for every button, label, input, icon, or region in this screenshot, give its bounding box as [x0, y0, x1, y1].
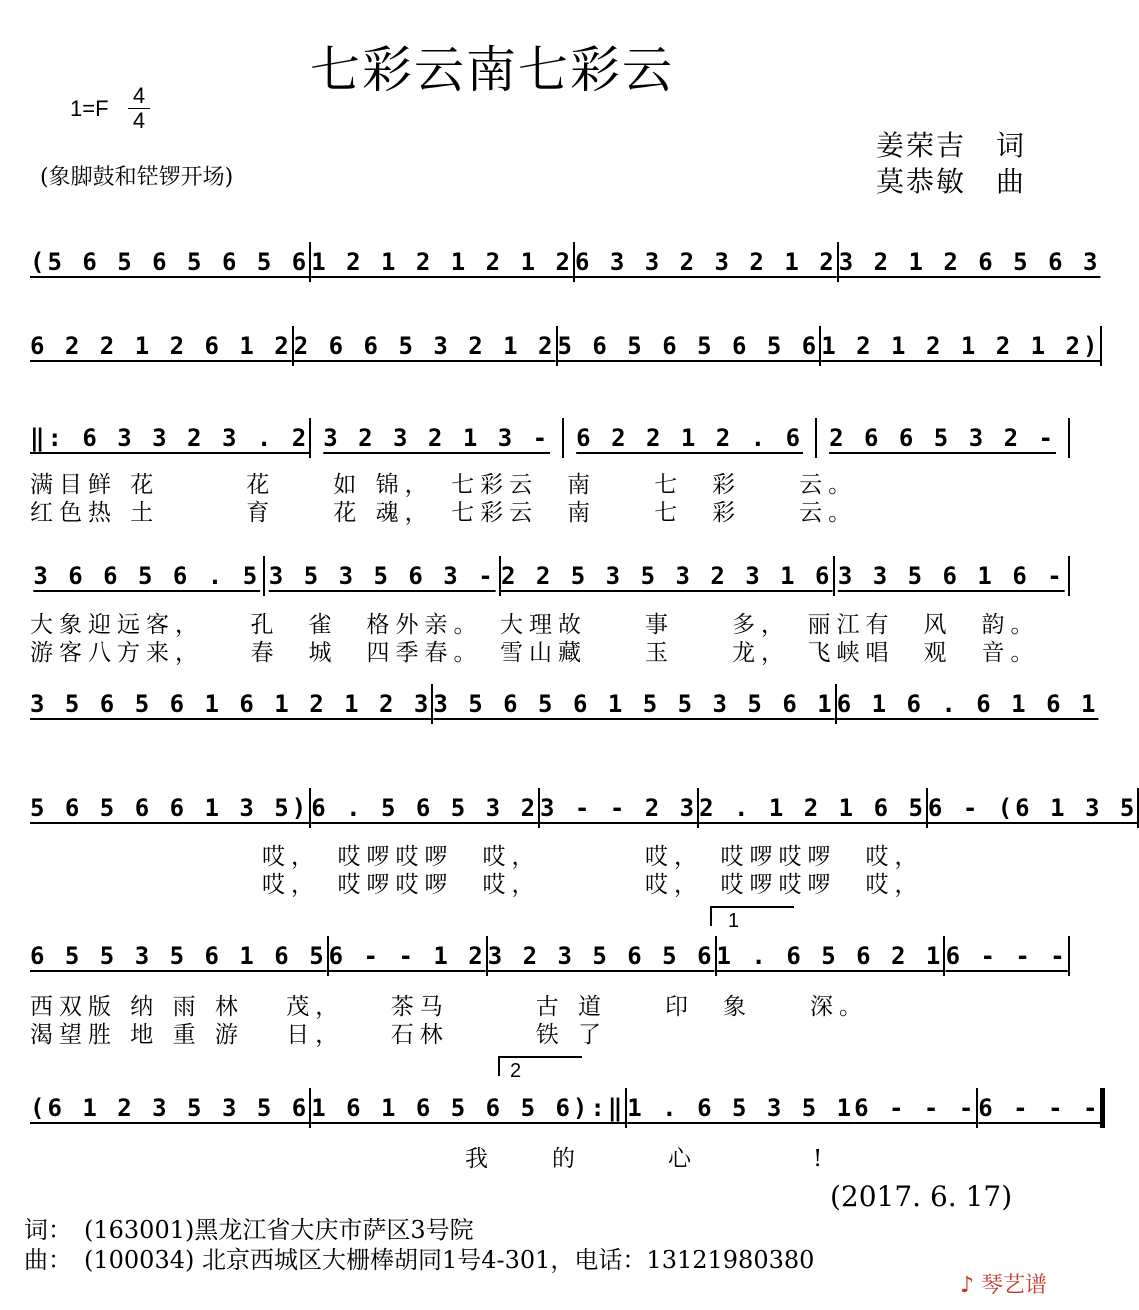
lyric-line: 我 的 心 ! [30, 1146, 829, 1172]
measure: 3 5 6 5 6 1 6 1 2 1 2 3 [30, 690, 432, 718]
lyric-line: 红色热 土 育 花 魂， 七彩云 南 七 彩 云。 [30, 500, 858, 526]
song-title: 七彩云南七彩云 [310, 41, 674, 99]
measure: 6 - - - [854, 1094, 977, 1122]
volta-1-bracket [710, 906, 712, 926]
measure: 2 6 6 5 3 2 - [829, 424, 1056, 452]
measure: 6 2 2 1 2 6 1 2 [30, 332, 292, 360]
composer-credit: 莫恭敏 曲 [876, 165, 1027, 198]
score-row-5 [30, 682, 1099, 726]
measure: 6 - - - [945, 942, 1068, 970]
measure: (6 1 2 3 5 3 5 6 [30, 1094, 310, 1122]
score-row-2 [30, 324, 1101, 368]
lyric-line: 大象迎远客， 孔 雀 格外亲。 大理故 事 多， 丽江有 风 韵。 [30, 612, 1040, 638]
volta-2-line [498, 1056, 582, 1059]
composer-address: 曲： (100034) 北京西城区大栅棒胡同1号4-301，电话：13121980380 [24, 1246, 815, 1274]
score-row-1 [30, 240, 1101, 284]
lyric-line: 游客八方来， 春 城 四季春。 雪山藏 玉 龙， 飞峡唱 观 音。 [30, 640, 1040, 666]
lyric-line: 西双版 纳 雨 林 茂， 茶马 古 道 印 象 深。 [30, 994, 869, 1020]
measure: 2 . 1 2 1 6 5 [699, 794, 926, 822]
logo-icon: ♪ [960, 1273, 975, 1298]
measure: 5 6 5 6 6 1 3 5) [30, 794, 310, 822]
score-row-4 [30, 554, 1070, 598]
logo-text: 琴艺谱 [981, 1273, 1048, 1298]
barline [1068, 418, 1070, 458]
volta-2-label: 2 [510, 1060, 522, 1082]
measure: 3 2 3 5 6 5 6 [487, 942, 715, 970]
measure: (5 6 5 6 5 6 5 6 [30, 248, 310, 276]
score-row-6 [30, 786, 1138, 830]
measure: 6 3 3 2 3 2 1 2 [574, 248, 837, 276]
measure: 3 3 5 6 1 6 - [837, 562, 1065, 590]
measure: 6 2 2 1 2 . 6 [576, 424, 804, 452]
volta-2-bracket [498, 1056, 500, 1076]
lyricist-address: 词： (163001)黑龙江省大庆市萨区3号院 [24, 1216, 474, 1244]
site-logo [960, 1268, 1047, 1299]
measure: 3 2 1 2 6 5 6 3 [838, 248, 1101, 276]
measure: 3 - - 2 3 [540, 794, 698, 822]
measure: 6 - - 1 2 [328, 942, 486, 970]
measure: 3 5 3 5 6 3 - [268, 562, 496, 590]
measure: 6 5 5 3 5 6 1 6 5 [30, 942, 327, 970]
barline [1068, 556, 1070, 596]
intro-note: (象脚鼓和铓锣开场) [40, 165, 234, 190]
lyric-line: 哎， 哎啰哎啰 哎， 哎， 哎啰哎啰 哎， [30, 872, 924, 898]
time-signature-bottom: 4 [132, 108, 146, 133]
score-row-7 [30, 934, 1070, 978]
barline [1068, 936, 1070, 976]
barline [1100, 326, 1102, 366]
measure: 3 6 6 5 6 . 5 [33, 562, 261, 590]
measure: 2 6 6 5 3 2 1 2 [293, 332, 556, 360]
lyricist-credit: 姜荣吉 词 [876, 129, 1027, 162]
key-signature: 1=F [70, 96, 109, 121]
measure: 2 2 5 3 5 3 2 3 1 6 [500, 562, 833, 590]
time-signature-top: 4 [132, 83, 146, 108]
volta-1-label: 1 [728, 910, 740, 932]
measure: 3 2 3 2 1 3 - [323, 424, 551, 452]
measure: 1 2 1 2 1 2 1 2 [311, 248, 573, 276]
lyric-line: 哎， 哎啰哎啰 哎， 哎， 哎啰哎啰 哎， [30, 844, 924, 870]
measure: 6 1 6 . 6 1 6 1 [836, 690, 1099, 718]
measure: 6 - (6 1 3 5 [927, 794, 1138, 822]
measure: 1 2 1 2 1 2 1 2) [821, 332, 1101, 360]
score-row-8 [30, 1086, 1101, 1130]
date: (2017. 6. 17) [830, 1180, 1013, 1213]
measure: 1 6 1 6 5 6 5 6):‖ [311, 1094, 626, 1122]
measure: 6 - - - [978, 1094, 1101, 1122]
lyric-line: 满目鲜 花 花 如 锦， 七彩云 南 七 彩 云。 [30, 472, 858, 498]
measure: 5 6 5 6 5 6 5 6 [557, 332, 820, 360]
measure: 1 . 6 5 6 2 1 [716, 942, 944, 970]
volta-1-line [710, 906, 794, 909]
time-signature [128, 84, 150, 133]
score-row-3 [30, 416, 1070, 460]
measure: ‖: 6 3 3 2 3 . 2 [30, 424, 310, 452]
measure: 1 . 6 5 3 5 1 [627, 1094, 855, 1122]
measure: 3 5 6 5 6 1 5 5 3 5 6 1 [433, 690, 835, 718]
final-barline [1100, 1088, 1105, 1128]
measure: 6 . 5 6 5 3 2 [311, 794, 539, 822]
lyric-line: 渴望胜 地 重 游 日， 石林 铁 了 [30, 1022, 608, 1048]
